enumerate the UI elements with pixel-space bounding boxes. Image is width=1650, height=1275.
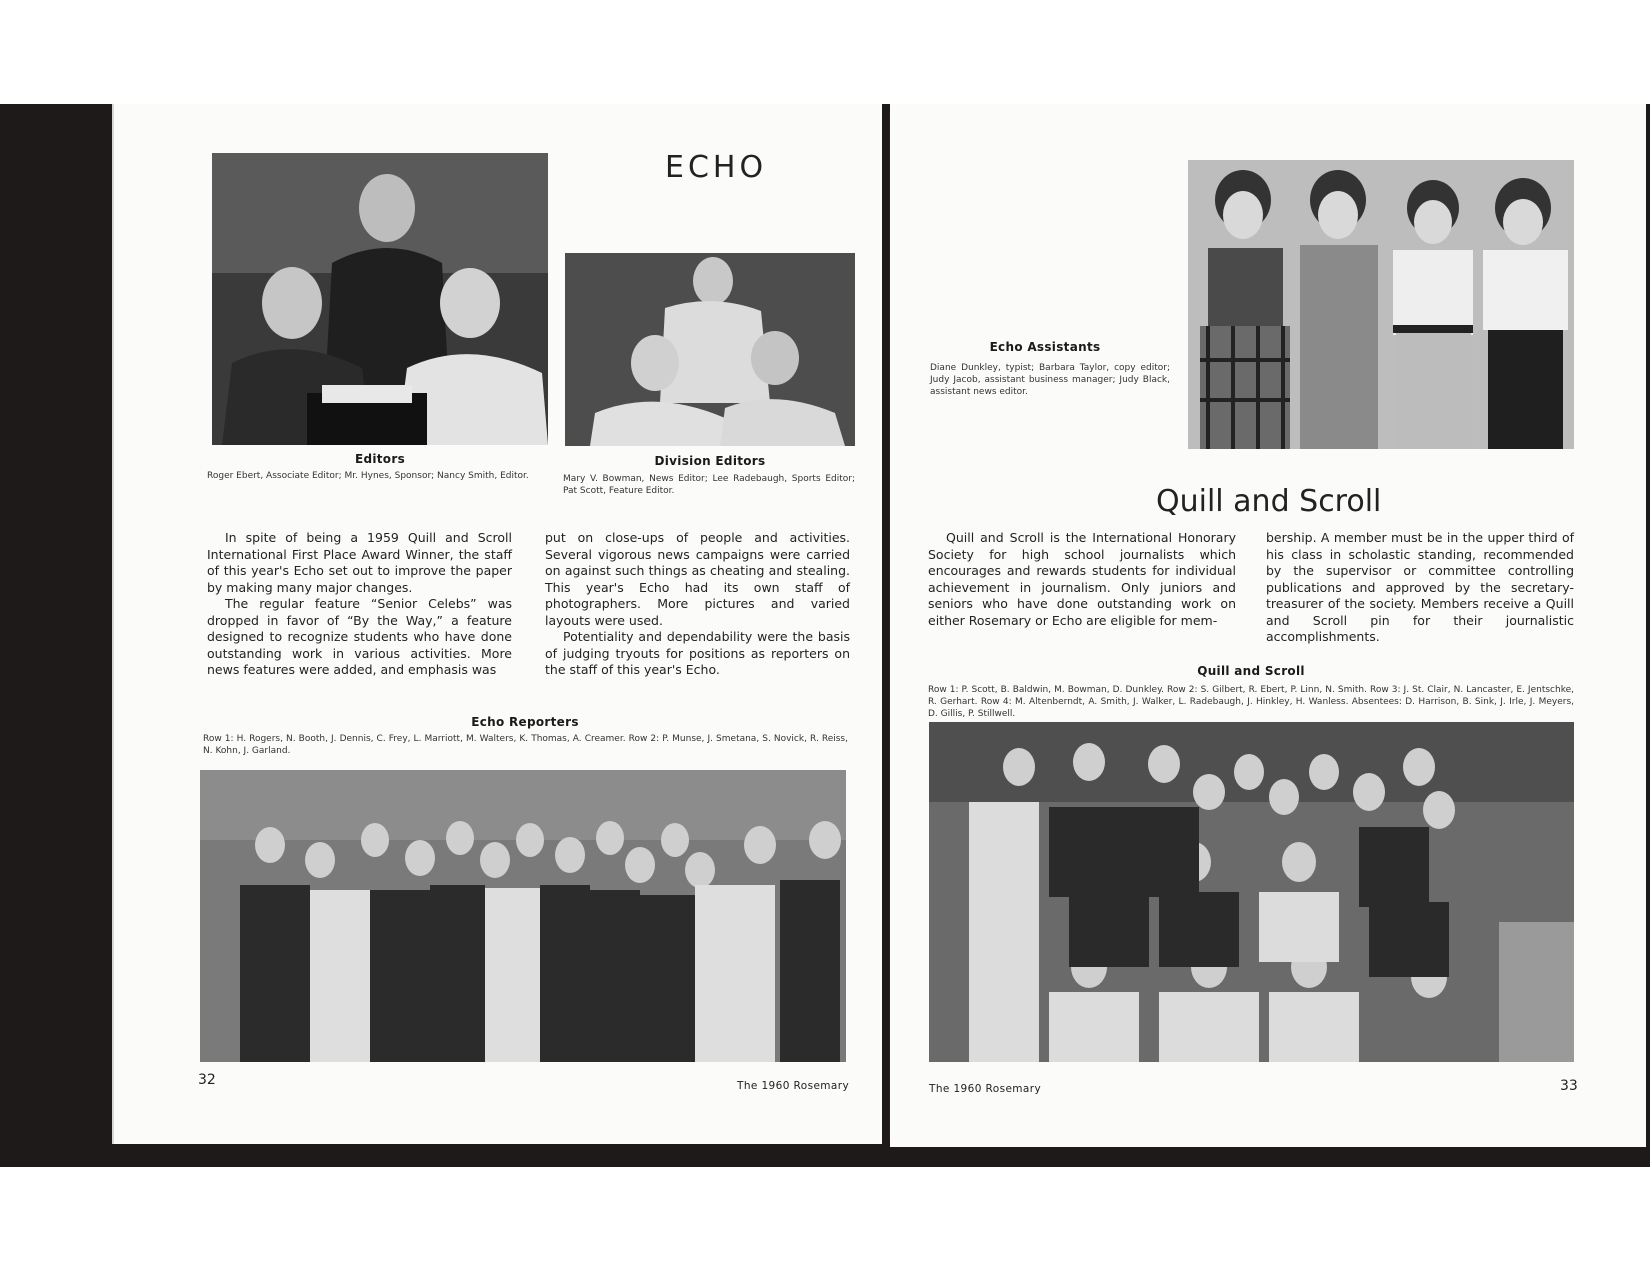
quill-group-caption-title: Quill and Scroll bbox=[1197, 664, 1305, 678]
reporters-photo bbox=[200, 770, 846, 1062]
echo-assistants-photo bbox=[1188, 160, 1574, 449]
division-editors-caption: Mary V. Bowman, News Editor; Lee Radebaugh, Sports Editor; Pat Scott, Feature Editor. bbox=[563, 474, 855, 496]
echo-body-column-2 bbox=[545, 530, 850, 679]
division-editors-caption-title: Division Editors bbox=[654, 454, 766, 468]
quill-and-scroll-heading: Quill and Scroll bbox=[1156, 484, 1382, 519]
running-footer-right: The 1960 Rosemary bbox=[929, 1083, 1042, 1095]
running-footer-left: The 1960 Rosemary bbox=[737, 1080, 850, 1092]
quill-and-scroll-group-photo bbox=[929, 722, 1574, 1062]
quill-body-column-1 bbox=[928, 530, 1236, 629]
quill-body-column-2 bbox=[1266, 530, 1574, 646]
division-editors-photo bbox=[565, 253, 855, 446]
echo-assistants-caption-title: Echo Assistants bbox=[989, 340, 1101, 354]
reporters-caption: Row 1: H. Rogers, N. Booth, J. Dennis, C. Frey, L. Marriott, M. Walters, K. Thomas, A. Creamer. Row 2: P. Munse, J. Smetana, S. Novick, R. Reiss, N. Kohn, J. Garland. bbox=[203, 734, 848, 756]
editors-caption-title: Editors bbox=[354, 452, 406, 466]
quill-paragraph: Quill and Scroll is the International Honorary Society for high school journalists which encourages and rewards students for individual achievement in journalism. Only juniors and seniors who have done outstanding work on either Rosemary or Echo are eligible for mem- bbox=[928, 530, 1236, 628]
echo-paragraph: Potentiality and dependability were the basis of judging tryouts for positions as reporters on the staff of this year's Echo. bbox=[545, 629, 850, 677]
reporters-caption-title: Echo Reporters bbox=[471, 715, 579, 729]
echo-heading: ECHO bbox=[665, 150, 768, 185]
echo-assistants-caption: Diane Dunkley, typist; Barbara Taylor, copy editor; Judy Jacob, assistant business manager; Judy Black, assistant news editor. bbox=[930, 363, 1170, 397]
echo-paragraph: The regular feature “Senior Celebs” was dropped in favor of “By the Way,” a feature designed to recognize students who have done outstanding work in various activities. More news features were added, and emphasis was bbox=[207, 596, 512, 677]
echo-body-column-1 bbox=[207, 530, 512, 679]
page-number-right: 33 bbox=[1560, 1078, 1578, 1094]
echo-paragraph: put on close-ups of people and activities. Several vigorous news campaigns were carried on against such things as cheating and stealing. This year's Echo had its own staff of photographers. More pictures and varied layouts were used. bbox=[545, 530, 850, 628]
echo-paragraph: In spite of being a 1959 Quill and Scroll International First Place Award Winner, the staff of this year's Echo set out to improve the paper by making many major changes. bbox=[207, 530, 512, 595]
quill-group-caption: Row 1: P. Scott, B. Baldwin, M. Bowman, D. Dunkley. Row 2: S. Gilbert, R. Ebert, P. Linn, N. Smith. Row 3: J. St. Clair, N. Lancaster, E. Jentschke, R. Gerhart. Row 4: M. Altenberndt, A. Smith, J. Walker, L. Radebaugh, J. Hinkley, H. Wanless. Absentees: D. Harrison, B. Sink, J. Irle, J. Meyers, D. Gillis, P. Stillwell. bbox=[928, 685, 1574, 719]
quill-paragraph: bership. A member must be in the upper third of his class in scholastic standing, recommended by the supervisor or committee controlling publications and approved by the secretary-treasurer of the society. Members receive a Quill and Scroll pin for their journalistic accomplishments. bbox=[1266, 530, 1574, 644]
editors-caption: Roger Ebert, Associate Editor; Mr. Hynes, Sponsor; Nancy Smith, Editor. bbox=[207, 471, 529, 481]
editors-photo bbox=[212, 153, 548, 445]
page-number-left: 32 bbox=[198, 1072, 216, 1088]
